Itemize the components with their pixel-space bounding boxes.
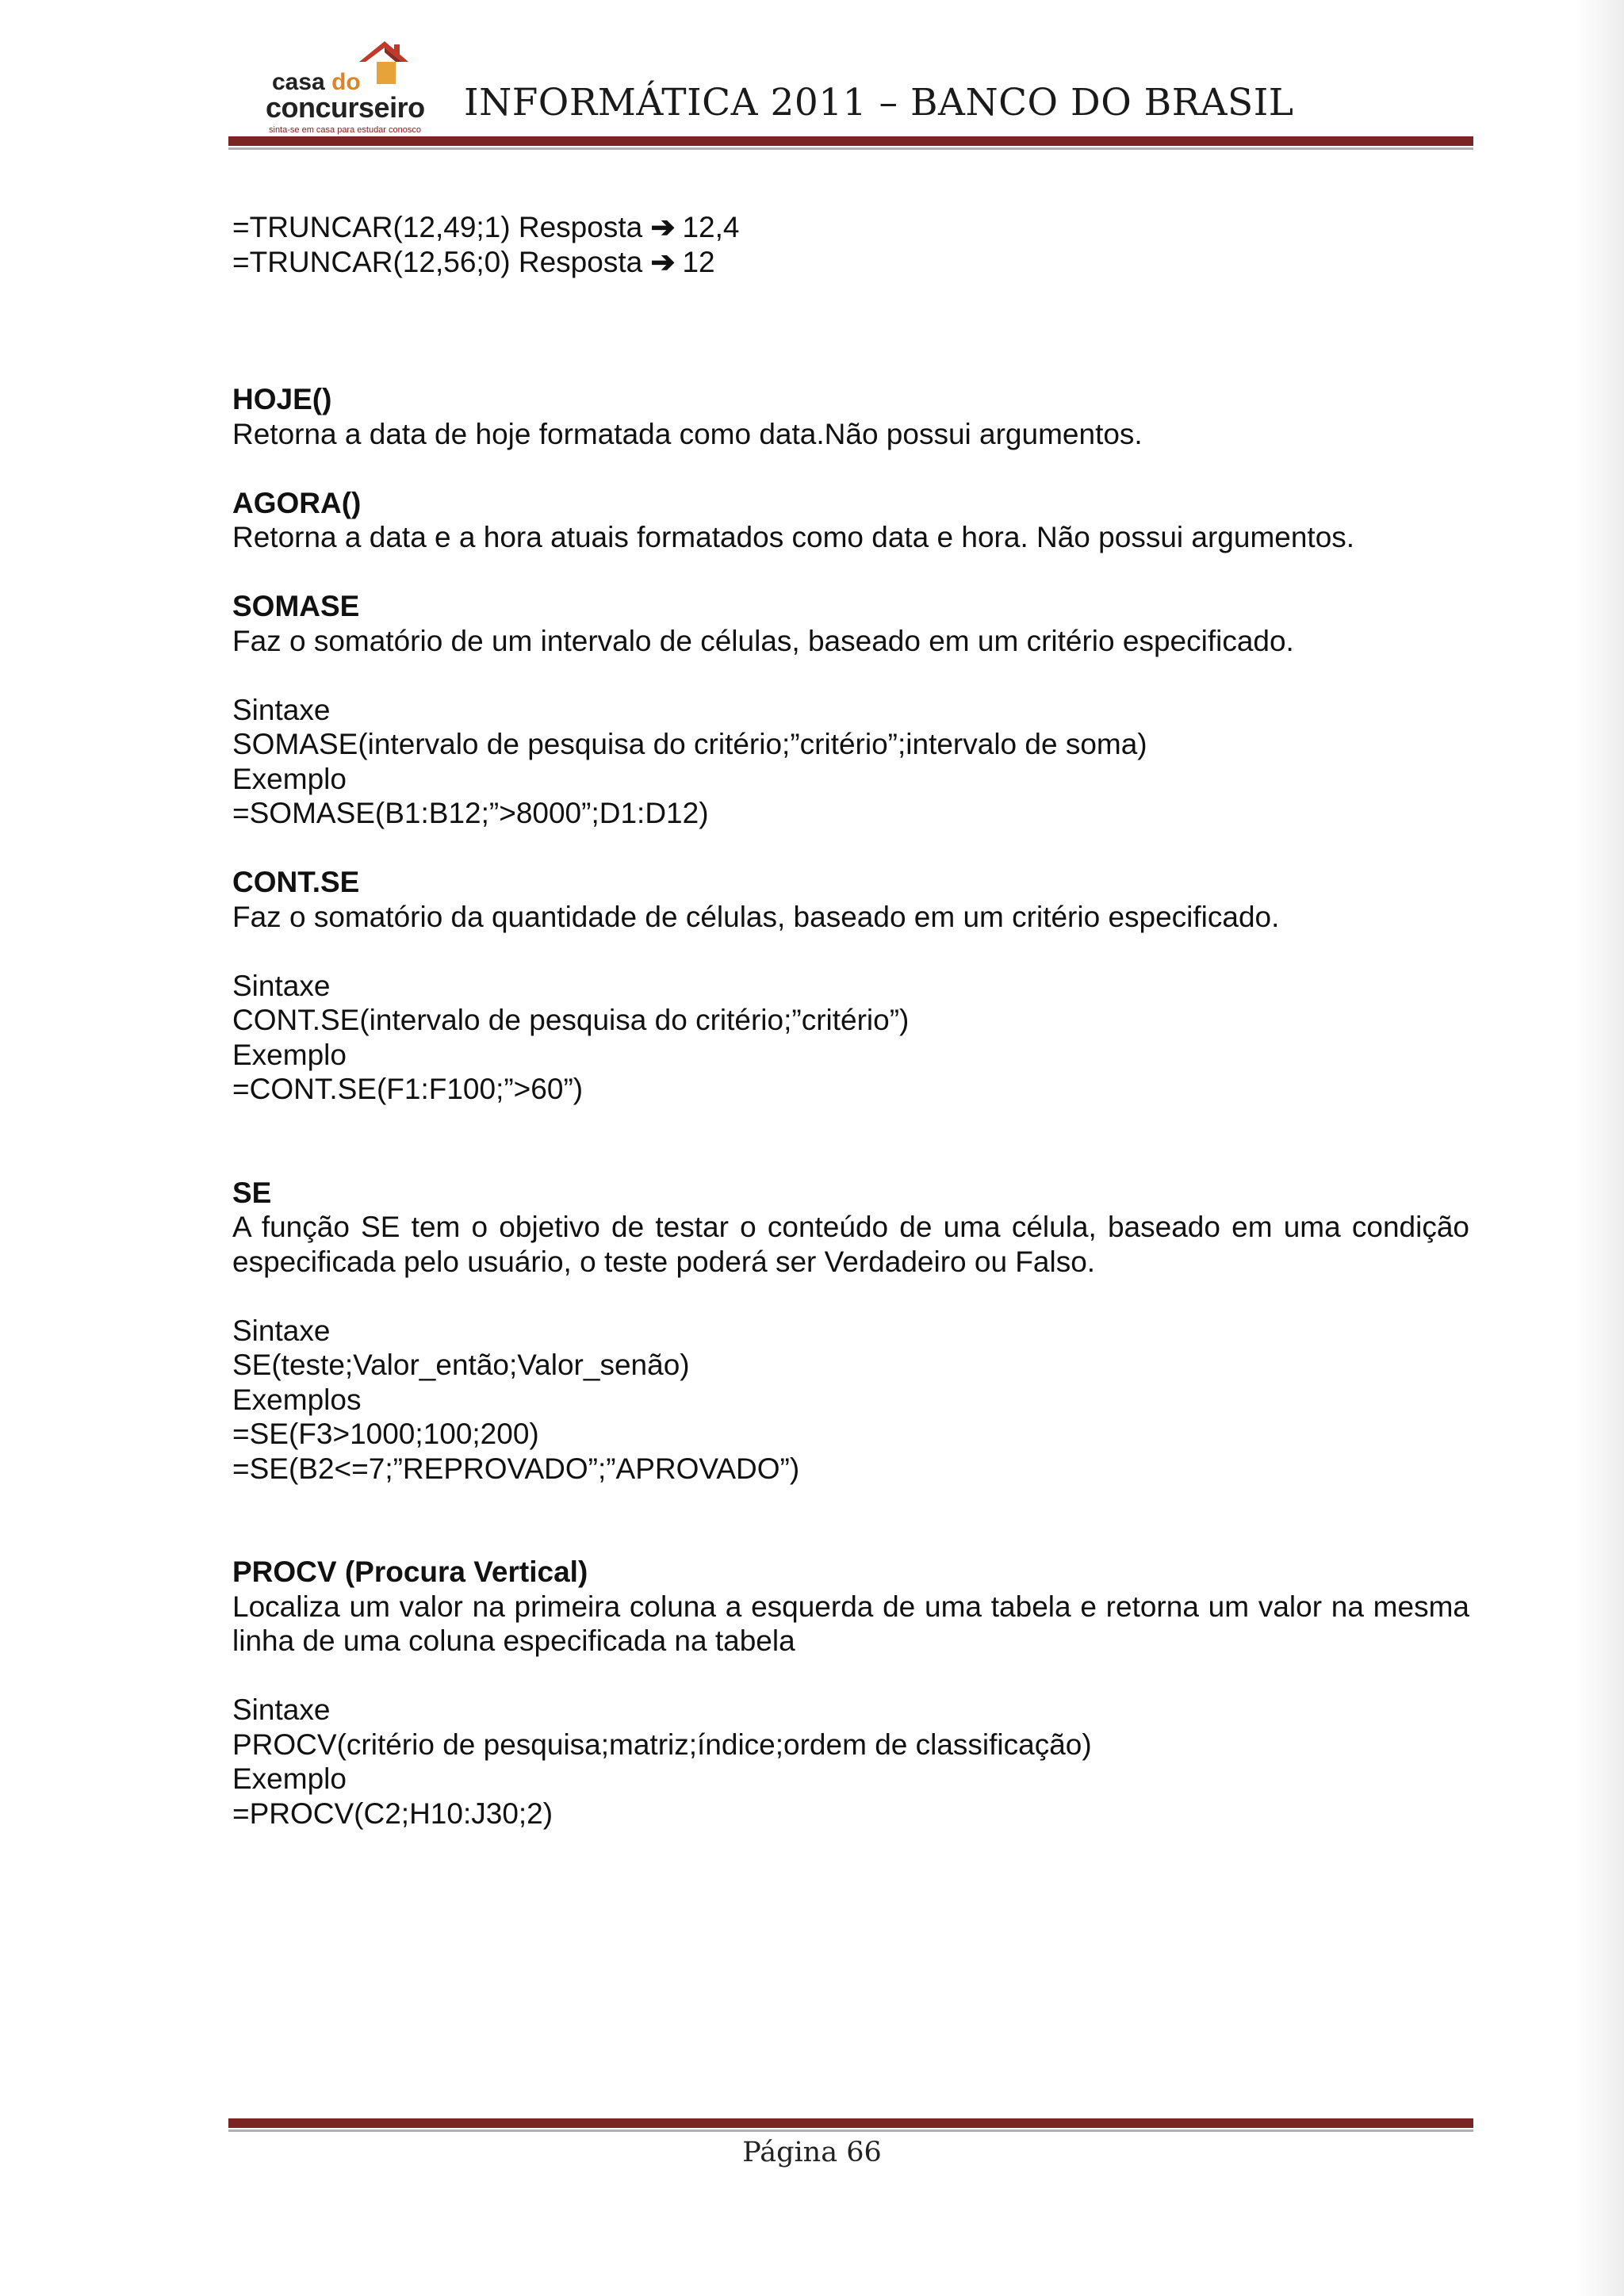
procv-example-label: Exemplo: [232, 1762, 347, 1795]
somase-description: Faz o somatório de um intervalo de células, baseado em um critério especificado.: [232, 624, 1294, 657]
contse-example-label: Exemplo: [232, 1038, 347, 1071]
procv-example: =PROCV(C2;H10:J30;2): [232, 1797, 553, 1830]
somase-syntax: SOMASE(intervalo de pesquisa do critério;”critério”;intervalo de soma): [232, 728, 1147, 760]
somase-syntax-label: Sintaxe: [232, 693, 331, 726]
contse-syntax-label: Sintaxe: [232, 969, 331, 1002]
header-rule: [228, 136, 1473, 146]
se-example-1: =SE(F3>1000;100;200): [232, 1418, 539, 1450]
se-example-2: =SE(B2<=7;”REPROVADO”;”APROVADO”): [232, 1452, 800, 1485]
footer-rule: [228, 2118, 1473, 2128]
header-title: INFORMÁTICA 2011 – BANCO DO BRASIL: [464, 81, 1294, 124]
procv-description: Localiza um valor na primeira coluna a esquerda de uma tabela e retorna um valor na mesma linha de uma coluna especificada na tabela: [232, 1590, 1469, 1657]
header-rule-thin: [228, 147, 1473, 150]
agora-description: Retorna a data e a hora atuais formatados como data e hora. Não possui argumentos.: [232, 521, 1355, 553]
arrow-right-icon: ➔: [650, 211, 676, 243]
se-heading: SE: [232, 1176, 272, 1209]
procv-syntax-label: Sintaxe: [232, 1693, 331, 1726]
truncar-example-1: =TRUNCAR(12,49;1) Resposta ➔ 12,4: [232, 211, 740, 243]
house-icon: [353, 38, 408, 86]
arrow-right-icon: ➔: [650, 245, 676, 278]
truncar-example-2: =TRUNCAR(12,56;0) Resposta ➔ 12: [232, 245, 715, 278]
page-number: Página 66: [742, 2137, 882, 2168]
somase-example-label: Exemplo: [232, 762, 347, 795]
agora-heading: AGORA(): [232, 486, 362, 519]
contse-syntax: CONT.SE(intervalo de pesquisa do critério;”critério”): [232, 1004, 910, 1036]
se-examples-label: Exemplos: [232, 1383, 362, 1416]
logo-text-casa: casa do: [272, 69, 361, 95]
se-syntax-label: Sintaxe: [232, 1314, 331, 1347]
procv-heading: PROCV (Procura Vertical): [232, 1556, 588, 1588]
hoje-heading: HOJE(): [232, 383, 332, 415]
se-description: A função SE tem o objetivo de testar o conteúdo de uma célula, baseado em uma condição especificada pelo usuário, o teste poderá ser Verdadeiro ou Falso.: [232, 1211, 1469, 1278]
casa-do-concurseiro-logo: [266, 38, 425, 135]
somase-heading: SOMASE: [232, 590, 360, 622]
procv-syntax: PROCV(critério de pesquisa;matriz;índice;ordem de classificação): [232, 1728, 1092, 1761]
somase-example: =SOMASE(B1:B12;”>8000”;D1:D12): [232, 797, 709, 829]
contse-example: =CONT.SE(F1:F100;”>60”): [232, 1073, 584, 1105]
page-content: [232, 210, 1469, 1831]
contse-description: Faz o somatório da quantidade de células, baseado em um critério especificado.: [232, 900, 1280, 933]
logo-tagline: sinta-se em casa para estudar conosco: [269, 125, 421, 135]
logo-text-concurseiro: concurseiro: [266, 91, 425, 124]
se-syntax: SE(teste;Valor_então;Valor_senão): [232, 1349, 690, 1381]
contse-heading: CONT.SE: [232, 866, 360, 898]
page-edge-shadow: [1576, 0, 1624, 2296]
hoje-description: Retorna a data de hoje formatada como data.Não possui argumentos.: [232, 417, 1143, 450]
page-header: [0, 0, 1624, 151]
footer-rule-thin: [228, 2130, 1473, 2132]
